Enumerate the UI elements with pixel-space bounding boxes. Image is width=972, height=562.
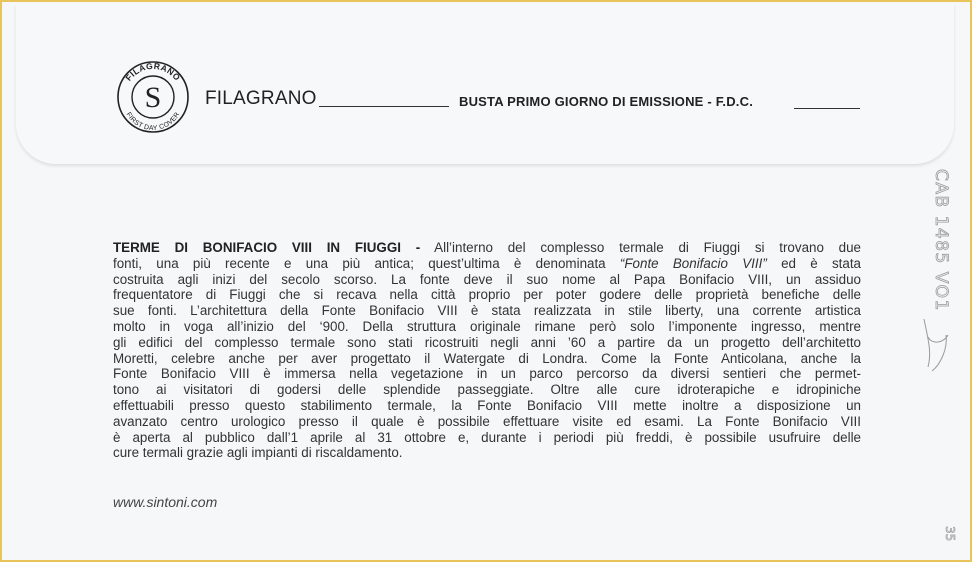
svg-text:FIRST DAY COVER — [125, 111, 182, 132]
body-line-3: costruita agli inizi del secolo scorso. La fonte deve il suo nome al Papa Bonifacio VIII, un assiduo — [113, 271, 861, 287]
body-line-7: gli edifici del complesso termale sono stati ricostruiti negli anni ’60 a partire da un progetto dell’architetto — [113, 334, 861, 350]
blank-line-brand — [319, 106, 449, 107]
body-line-14: cure termali grazie agli impianti di riscaldamento. — [113, 445, 403, 461]
body-line-5: sue fonti. L’architettura della Fonte Bonifacio VIII è stata realizzata in stile liberty, una corrente artistica — [113, 303, 861, 319]
svg-text:FILAGRANO — [123, 61, 182, 83]
filagrano-logo — [116, 60, 190, 134]
body-line-10: tono ai visitatori di godersi delle splendide passeggiate. Oltre alle cure idroterapiche e idropiniche — [113, 382, 861, 398]
body-line-11: effettuabili presso questo stabilimento termale, la Fonte Bonifacio VIII mette inoltre a disposizione un — [113, 397, 861, 413]
margin-note-text: CAB 1485 VO1 — [931, 169, 951, 312]
logo-sub-text: FIRST DAY COVER — [124, 111, 182, 133]
logo-ring-text: FILAGRANO — [123, 60, 183, 83]
body-line-2: fonti, una più recente e una più antica; quest’ultima è denominata “Fonte Bonifacio VIII” ed è stata — [113, 255, 861, 271]
blank-line-title — [794, 108, 860, 109]
body-line-4: frequentatore di Fiuggi che si recava nella città proprio per poter godere delle proprietà benefiche delle — [113, 287, 861, 303]
corner-pencil-mark — [940, 522, 964, 558]
brand-name: FILAGRANO — [205, 88, 317, 109]
body-line-9: Fonte Bonifacio VIII è immersa nella vegetazione in un parco percorso da diversi sentieri che permet- — [113, 366, 861, 382]
body-line-6: molto in voga all’inizio del ‘900. Della struttura originale rimane però solo l’imponente ingresso, mentre — [113, 318, 861, 334]
section-heading: TERME DI BONIFACIO VIII IN FIUGGI - — [113, 240, 421, 255]
handwritten-margin-note — [922, 167, 962, 387]
corner-mark-text: 35 — [943, 526, 957, 542]
body-line-8: Moretti, celebre anche per aver progettato il Watergate di Londra. Come la Fonte Anticolana, anche la — [113, 350, 861, 366]
website-link[interactable]: www.sintoni.com — [113, 494, 218, 510]
body-line-13: è aperta al pubblico dall’1 aprile al 31 ottobre e, durante i periodi più freddi, è possibile usufruire delle — [113, 429, 861, 445]
body-line-12: avanzato centro urologico presso il quale è possibile effettuare visite ed esami. La Fonte Bonifacio VIII — [113, 413, 861, 429]
body-line-1: TERME DI BONIFACIO VIII IN FIUGGI - All’interno del complesso termale di Fiuggi si trovano due — [113, 240, 861, 255]
logo-letter: S — [144, 81, 162, 114]
fonte-name-italic: “Fonte Bonifacio VIII” — [619, 255, 767, 271]
cover-title: BUSTA PRIMO GIORNO DI EMISSIONE - F.D.C. — [459, 94, 754, 109]
description-text — [113, 240, 861, 461]
